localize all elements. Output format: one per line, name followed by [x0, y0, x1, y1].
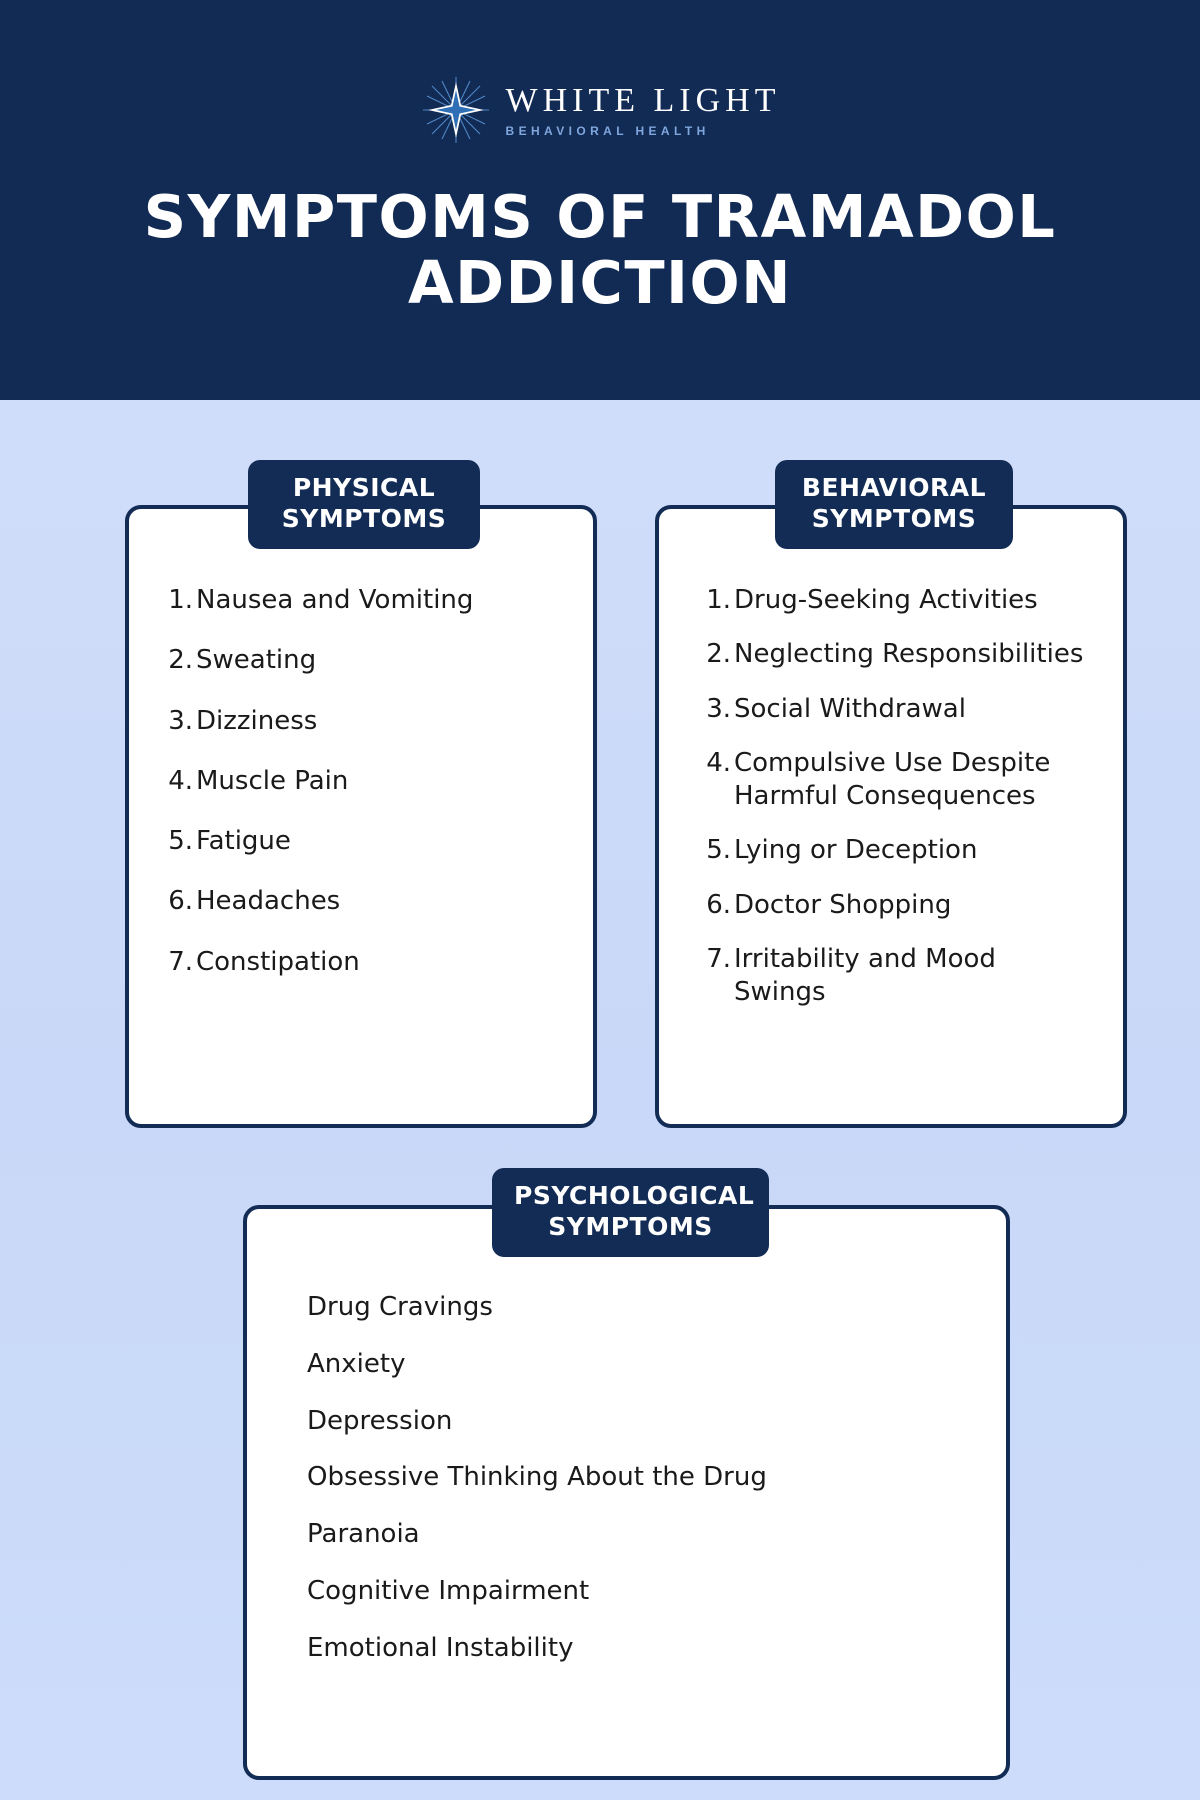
list-text: Lying or Deception: [734, 835, 978, 866]
list-item: [167, 825, 559, 858]
list-item: [705, 834, 1089, 867]
list-item: Cognitive Impairment: [307, 1575, 590, 1606]
list-text: Drug-Seeking Activities: [734, 585, 1038, 615]
card-behavioral-symptoms: [655, 505, 1127, 1128]
list-number: 5.: [168, 826, 193, 857]
brand-text: [505, 81, 781, 138]
list-number: 6.: [706, 889, 731, 920]
list-item: [167, 705, 559, 738]
list-number: 7.: [706, 943, 731, 974]
list-number: 3.: [706, 693, 731, 724]
list-text: Muscle Pain: [196, 765, 349, 796]
page-title: SYMPTOMS OF TRAMADOL ADDICTION: [143, 182, 1057, 318]
list-number: 7.: [168, 946, 193, 977]
brand-tagline: BEHAVIORAL HEALTH: [505, 123, 710, 138]
list-item: Anxiety: [307, 1348, 406, 1379]
list-number: 5.: [706, 835, 731, 866]
list-text: Headaches: [196, 886, 341, 917]
list-item: [167, 644, 559, 677]
behavioral-symptoms-list-wrap: [659, 509, 1123, 1050]
list-number: 4.: [168, 765, 193, 796]
list-item: [167, 584, 559, 617]
list-item: Drug Cravings: [307, 1292, 493, 1322]
card-physical-symptoms: [125, 505, 597, 1128]
list-text: Social Withdrawal: [734, 693, 966, 724]
list-text: Constipation: [196, 946, 360, 977]
list-item: [167, 765, 559, 798]
list-number: 1.: [706, 585, 731, 615]
list-item: [705, 889, 1089, 922]
list-item: [705, 943, 1089, 1010]
list-item: [705, 584, 1089, 617]
physical-symptoms-list-wrap: [129, 509, 593, 1026]
list-text: Irritability and Mood Swings: [734, 943, 996, 1008]
list-text: Fatigue: [196, 826, 291, 857]
list-text: Nausea and Vomiting: [196, 585, 474, 615]
list-item: [167, 946, 559, 979]
list-item: [705, 638, 1089, 671]
behavioral-symptoms-list: [705, 584, 1089, 1009]
list-item: Obsessive Thinking About the Drug: [307, 1462, 767, 1493]
list-text: Sweating: [196, 645, 317, 676]
brand-name: WHITE LIGHT: [505, 81, 781, 119]
list-text: Compulsive Use Despite Harmful Consequences: [734, 747, 1051, 812]
card-label-behavioral: BEHAVIORAL SYMPTOMS: [775, 460, 1013, 549]
starburst-icon: [420, 74, 492, 146]
list-number: 6.: [168, 886, 193, 917]
list-text: Neglecting Responsibilities: [734, 639, 1084, 670]
psychological-symptoms-list: [307, 1291, 966, 1666]
card-label-physical: PHYSICAL SYMPTOMS: [248, 460, 480, 549]
list-number: 2.: [706, 639, 731, 670]
card-label-psychological: PSYCHOLOGICAL SYMPTOMS: [492, 1168, 769, 1257]
psychological-symptoms-list-wrap: [247, 1209, 1006, 1709]
list-item: Emotional Instability: [307, 1632, 574, 1663]
list-text: Dizziness: [196, 705, 318, 736]
list-item: [167, 885, 559, 918]
brand-logo: [0, 70, 1200, 150]
card-psychological-symptoms: [243, 1205, 1010, 1780]
list-number: 1.: [168, 585, 193, 615]
list-item: Paranoia: [307, 1519, 420, 1550]
header-banner: [0, 0, 1200, 400]
list-item: [705, 693, 1089, 726]
list-number: 2.: [168, 645, 193, 676]
list-number: 3.: [168, 705, 193, 736]
list-item: Depression: [307, 1405, 453, 1436]
list-number: 4.: [706, 747, 731, 778]
physical-symptoms-list: [167, 584, 559, 979]
list-text: Doctor Shopping: [734, 889, 952, 920]
list-item: [705, 747, 1089, 814]
